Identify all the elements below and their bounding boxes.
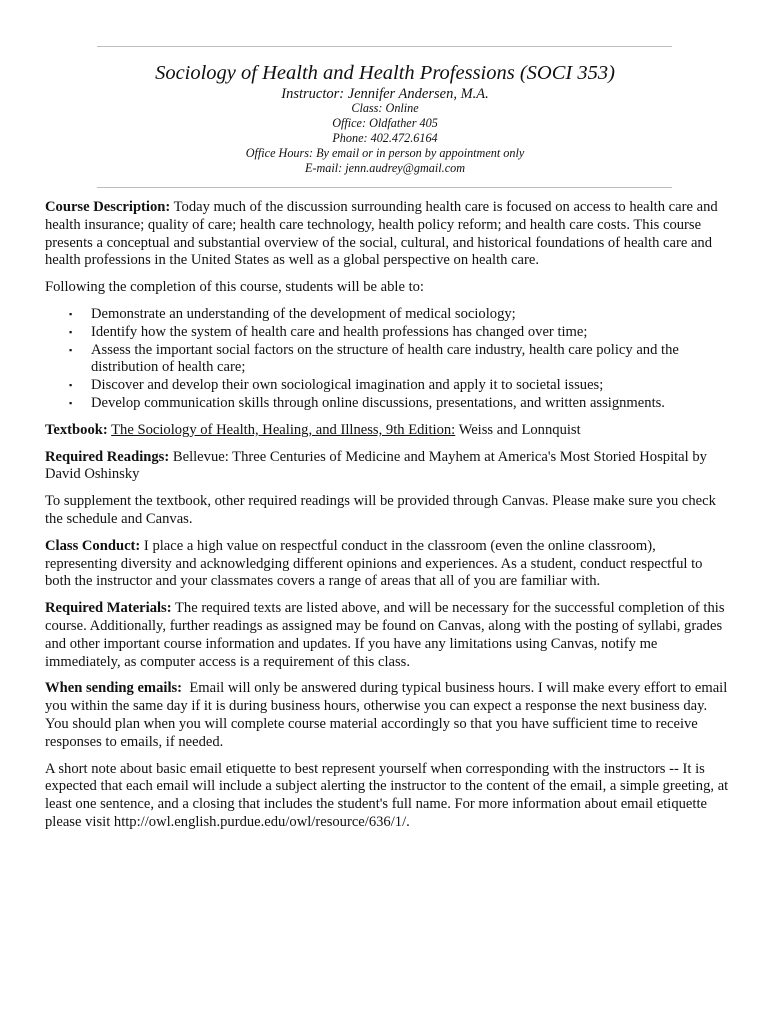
office-hours: Office Hours: By email or in person by appointment only (245, 146, 525, 160)
instructor-name: Instructor: Jennifer Andersen, M.A. (281, 86, 489, 102)
required-readings (45, 449, 729, 485)
square-bullet-icon: ▪ (69, 344, 73, 355)
office-location: Office: Oldfather 405 (332, 116, 438, 130)
email-address: E-mail: jenn.audrey@gmail.com (304, 161, 466, 175)
list-item (69, 305, 729, 324)
textbook-authors: Weiss and Lonnquist (455, 421, 581, 438)
list-item-text: Discover and develop their own sociological imagination and apply it to societal issues; (91, 377, 604, 394)
objectives-intro: Following the completion of this course, students will be able to: (45, 279, 424, 296)
list-item-text: Assess the important social factors on the structure of health care industry, health care policy and the distribution of health care; (91, 341, 679, 376)
list-item (69, 377, 729, 395)
course-title: Sociology of Health and Health Professions (SOCI 353) (155, 62, 615, 84)
objectives-list (45, 306, 729, 413)
bottom-divider (97, 187, 672, 188)
list-item (69, 394, 729, 413)
list-item-text: Develop communication skills through online discussions, presentations, and written assignments. (91, 394, 665, 411)
required-readings-label: Required Readings: (45, 448, 170, 465)
phone-number: Phone: 402.472.6164 (332, 131, 438, 145)
square-bullet-icon: ▪ (69, 380, 73, 391)
required-materials-text: The required texts are listed above, and will be necessary for the successful completion of this course. Additionally, further readings as assigned may be found on Canvas, along with the posting of syllabi, grades and other important course information and updates. If you have any limitations using Canvas, notify me immediately, as computer access is a requirement of this class. (45, 600, 725, 670)
email-policy (45, 680, 729, 751)
course-description (45, 199, 729, 270)
textbook-label: Textbook: (45, 421, 108, 438)
top-divider (97, 46, 672, 47)
textbook (45, 422, 729, 440)
class-conduct-label: Class Conduct: (45, 537, 141, 554)
email-etiquette: A short note about basic email etiquette to best represent yourself when corresponding with the instructors -- It is expected that each email will include a subject alerting the instructor to the content of the email, a simple greeting, at least one sentence, and a closing that includes the student's full name. For more information about email etiquette please visit http://owl.english.purdue.edu/owl/resource/636/1/. (45, 760, 729, 830)
class-format: Class: Online (351, 101, 419, 115)
square-bullet-icon: ▪ (69, 397, 73, 408)
list-item (69, 323, 729, 342)
required-materials-label: Required Materials: (45, 600, 172, 617)
syllabus-body (45, 199, 729, 841)
course-description-text: Today much of the discussion surrounding health care is focused on access to health care and health insurance; quality of care; health care technology, health policy reform; and health care costs. This course presents a conceptual and substantial overview of the social, cultural, and historical foundations of health care and health professions in the United States as well as a global perspective on health care. (45, 199, 718, 269)
class-conduct-text: I place a high value on respectful conduct in the classroom (even the online classroom), representing diversity and acknowledging different opinions and experiences. As a student, conduct respectful to both the instructor and your classmates covers a range of areas that all of you are familiar with. (45, 537, 703, 590)
required-readings-text: Bellevue: Three Centuries of Medicine and Mayhem at America's Most Storied Hospital by David Oshinsky (45, 448, 707, 483)
list-item-text: Demonstrate an understanding of the development of medical sociology; (91, 305, 516, 322)
list-item-text: Identify how the system of health care and health professions has changed over time; (91, 323, 588, 340)
course-description-label: Course Description: (45, 199, 171, 215)
supplement-note: To supplement the textbook, other required readings will be provided through Canvas. Please make sure you check the schedule and Canvas. (45, 493, 716, 527)
textbook-title: The Sociology of Health, Healing, and Illness, 9th Edition: (111, 421, 456, 438)
email-policy-text: Email will only be answered during typical business hours. I will make every effort to email you within the same day if it is during business hours, otherwise you can expect a response the next business day. You should plan when you will complete course material accordingly so that you have sufficient time to receive responses to emails, if needed. (45, 680, 731, 750)
email-policy-label: When sending emails: (45, 680, 183, 697)
square-bullet-icon: ▪ (69, 326, 73, 337)
required-materials (45, 600, 729, 671)
square-bullet-icon: ▪ (69, 308, 73, 319)
class-conduct (45, 538, 729, 591)
list-item (69, 341, 729, 378)
